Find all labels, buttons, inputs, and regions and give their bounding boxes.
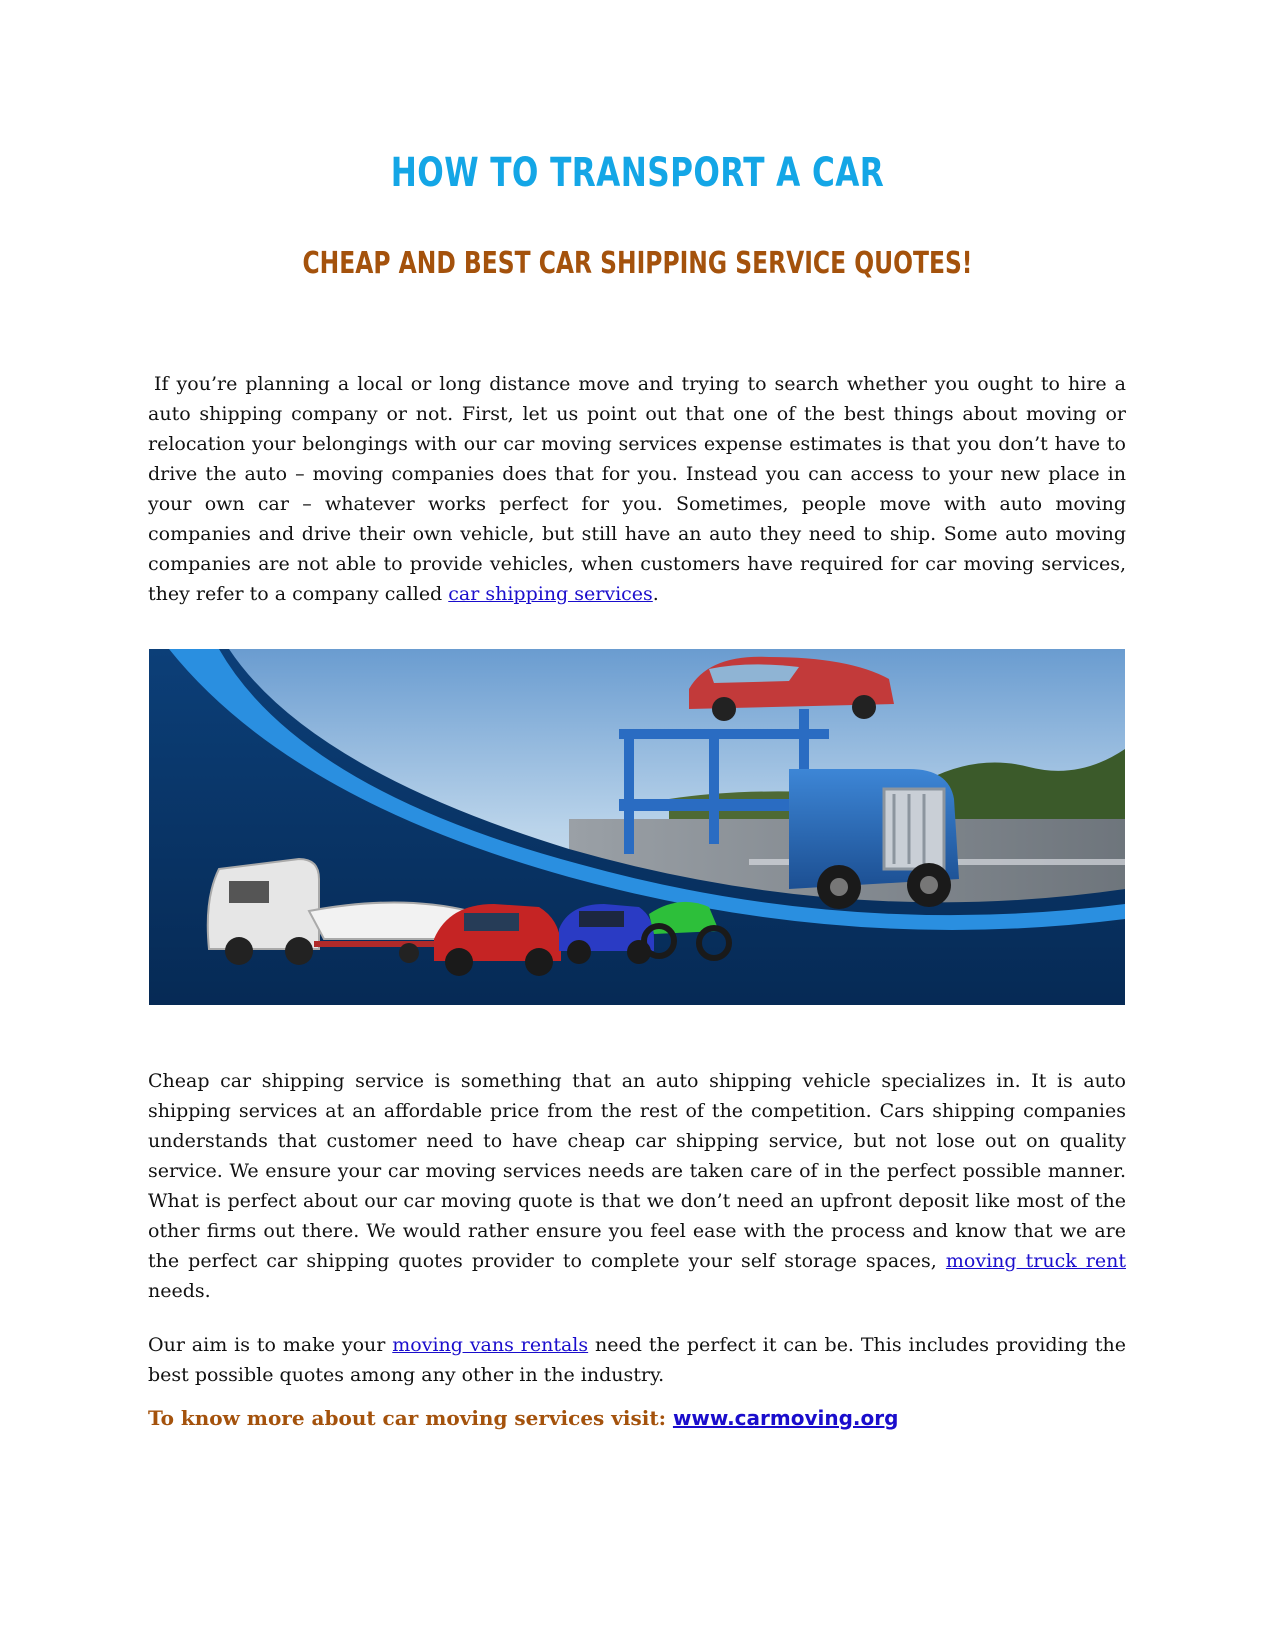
page-title: HOW TO TRANSPORT A CAR: [390, 150, 885, 196]
aim-paragraph: [148, 1330, 1126, 1390]
moving-truck-rent-link[interactable]: moving truck rent: [945, 1250, 1126, 1272]
visit-line: [148, 1406, 898, 1430]
car-transport-banner-image: [149, 649, 1125, 1005]
intro-end: .: [652, 583, 659, 605]
pricing-end: needs.: [148, 1280, 211, 1302]
aim-text-before: Our aim is to make your: [148, 1334, 393, 1356]
car-shipping-services-link[interactable]: car shipping services: [448, 583, 653, 605]
intro-paragraph: [148, 369, 1126, 609]
pricing-text: Cheap car shipping service is something that an auto shipping vehicle specializes in. It is auto shipping services at an affordable price from the rest of the competition. Cars shipping companies understands that customer need to have cheap car shipping service, but not lose out on quality service. We ensure your car moving services needs are taken care of in the perfect possible manner. What is perfect about our car moving quote is that we don’t need an upfront deposit like most of the other firms out there. We would rather ensure you feel ease with the process and know that we are the perfect car shipping quotes provider to complete your self storage spaces,: [148, 1070, 1126, 1272]
page-subtitle: CHEAP AND BEST CAR SHIPPING SERVICE QUOTES!: [302, 246, 973, 281]
banner-illustration: [149, 649, 1125, 1005]
moving-vans-rentals-link[interactable]: moving vans rentals: [392, 1334, 589, 1356]
intro-text: If you’re planning a local or long distance move and trying to search whether you ought to hire a auto shipping company or not. First, let us point out that one of the best things about moving or relocation your belongings with our car moving services expense estimates is that you don’t have to drive the auto – moving companies does that for you. Instead you can access to your new place in your own car – whatever works perfect for you. Sometimes, people move with auto moving companies and drive their own vehicle, but still have an auto they need to ship. Some auto moving companies are not able to provide vehicles, when customers have required for car moving services, they refer to a company called: [148, 373, 1126, 605]
aim-text-after: need the perfect it can be. This includes providing the best possible quotes among any other in the industry.: [148, 1334, 1127, 1386]
carmoving-website-link[interactable]: www.carmoving.org: [672, 1406, 899, 1430]
motorhome-icon: [208, 859, 319, 965]
visit-label: To know more about car moving services visit:: [148, 1406, 673, 1430]
pricing-paragraph: [148, 1066, 1126, 1306]
